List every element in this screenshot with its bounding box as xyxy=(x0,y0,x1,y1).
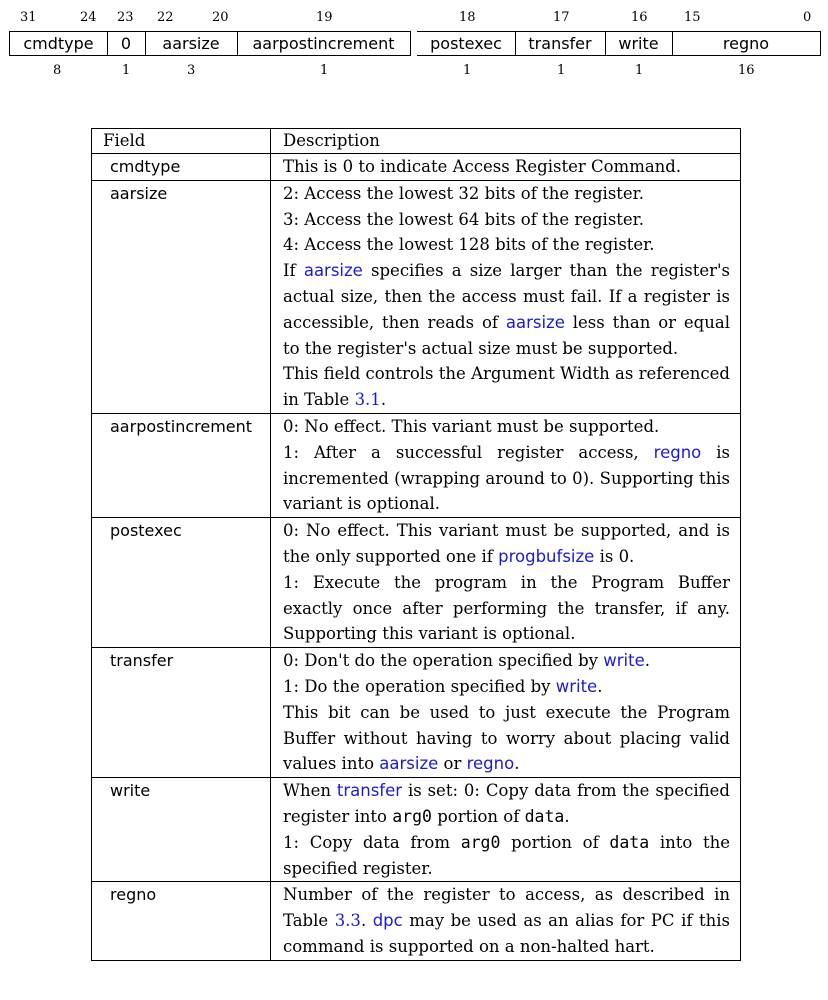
width-zero-label: 1 xyxy=(122,63,131,78)
description-line: 3: Access the lowest 64 bits of the register. xyxy=(283,209,645,229)
text-span: is incremented (wrapping around to 0). Supporting this variant is optional. xyxy=(283,442,731,514)
description-line: 4: Access the lowest 128 bits of the register. xyxy=(283,235,655,255)
description-paragraph xyxy=(283,440,730,517)
regno-link[interactable]: regno xyxy=(653,442,702,462)
description-paragraph xyxy=(283,700,730,777)
text-span: When xyxy=(283,781,337,801)
width-write-label: 1 xyxy=(635,63,644,78)
table-row xyxy=(92,154,741,181)
regno-link[interactable]: regno xyxy=(466,754,515,774)
dpc-link[interactable]: dpc xyxy=(372,911,403,931)
field-aarpostincrement-box: aarpostincrement xyxy=(237,31,411,56)
table-row xyxy=(92,778,741,882)
width-transfer-label: 1 xyxy=(557,63,566,78)
bit-23-label: 23 xyxy=(117,10,134,25)
description-line: 0: No effect. This variant must be supported. xyxy=(283,416,660,436)
bit-19-label: 19 xyxy=(316,10,333,25)
field-regno-box: regno xyxy=(672,31,821,56)
text-span: If xyxy=(283,261,304,281)
code-text: data xyxy=(524,806,565,826)
table-header-row xyxy=(92,129,741,154)
table-reference-link[interactable]: 3.1 xyxy=(354,390,381,410)
text-span: portion of xyxy=(500,832,610,852)
description-paragraph xyxy=(283,882,730,959)
bit-31-label: 31 xyxy=(20,10,37,25)
width-regno-label: 16 xyxy=(738,63,755,78)
field-name-cmdtype: cmdtype xyxy=(92,154,271,181)
write-link[interactable]: write xyxy=(603,651,645,671)
bit-0-label: 0 xyxy=(803,10,812,25)
description-line: This is 0 to indicate Access Register Command. xyxy=(283,157,682,176)
text-span: is 0. xyxy=(594,546,635,566)
text-span: . xyxy=(564,806,570,826)
text-span: 0: Don't do the operation specified by xyxy=(283,651,604,671)
field-transfer-box: transfer xyxy=(515,31,606,56)
width-cmdtype-label: 8 xyxy=(53,63,62,78)
description-line xyxy=(283,674,730,700)
description-line: 2: Access the lowest 32 bits of the register. xyxy=(283,183,645,203)
text-span: . xyxy=(514,754,520,774)
text-span: This bit can be used to just execute the Program Buffer without having to worry about placing valid values into xyxy=(283,702,730,774)
code-text: arg0 xyxy=(460,832,501,852)
description-paragraph xyxy=(283,518,730,570)
text-span: portion of xyxy=(431,806,525,826)
bit-22-label: 22 xyxy=(157,10,174,25)
field-postexec-box: postexec xyxy=(417,31,516,56)
text-span: is set: 0: Copy data from the specified register into xyxy=(283,781,730,826)
bit-16-label: 16 xyxy=(631,10,648,25)
field-name-aarpostincrement: aarpostincrement xyxy=(92,413,271,517)
text-span: into the specified register. xyxy=(283,832,730,878)
text-span: 1: Do the operation specified by xyxy=(283,676,556,696)
description-aarsize xyxy=(271,180,741,413)
table-row xyxy=(92,518,741,648)
field-name-regno: regno xyxy=(92,882,271,960)
field-aarsize-box: aarsize xyxy=(145,31,238,56)
description-paragraph xyxy=(283,258,730,361)
table-reference-link[interactable]: 3.3 xyxy=(334,911,361,931)
bit-15-label: 15 xyxy=(684,10,701,25)
description-paragraph xyxy=(283,830,730,882)
description-line xyxy=(283,648,730,674)
text-span: . xyxy=(380,390,387,410)
write-link[interactable]: write xyxy=(555,676,598,696)
table-row xyxy=(92,180,741,413)
aarsize-link[interactable]: aarsize xyxy=(379,754,439,774)
width-postexec-label: 1 xyxy=(463,63,472,78)
field-cmdtype-box: cmdtype xyxy=(9,31,108,56)
text-span: or xyxy=(438,754,467,774)
text-span: . xyxy=(644,651,650,671)
width-aarpostincrement-label: 1 xyxy=(320,63,329,78)
description-paragraph xyxy=(283,778,730,830)
field-name-transfer: transfer xyxy=(92,648,271,778)
aarsize-link[interactable]: aarsize xyxy=(505,312,565,332)
transfer-link[interactable]: transfer xyxy=(336,781,403,801)
field-zero-box: 0 xyxy=(107,31,146,56)
table-row xyxy=(92,882,741,960)
description-transfer xyxy=(271,648,741,778)
column-header-field: Field xyxy=(92,129,271,154)
field-description-table xyxy=(91,128,741,961)
bit-18-label: 18 xyxy=(459,10,476,25)
description-paragraph xyxy=(283,361,730,413)
field-name-postexec: postexec xyxy=(92,518,271,648)
code-text: data xyxy=(609,832,650,852)
description-regno xyxy=(271,882,741,960)
bit-17-label: 17 xyxy=(553,10,570,25)
width-aarsize-label: 3 xyxy=(187,63,196,78)
text-span: 1: After a successful register access, xyxy=(283,442,654,462)
text-span: 0: No effect. This variant must be supported, and is the only supported one if xyxy=(283,521,730,566)
aarsize-link[interactable]: aarsize xyxy=(303,261,363,281)
field-write-box: write xyxy=(605,31,673,56)
text-span: may be used as an alias for PC if this command is supported on a non-halted hart. xyxy=(283,911,730,956)
code-text: arg0 xyxy=(392,806,432,826)
field-name-write: write xyxy=(92,778,271,882)
bit-20-label: 20 xyxy=(212,10,229,25)
progbufsize-link[interactable]: progbufsize xyxy=(498,546,595,566)
text-span: . xyxy=(597,676,603,696)
text-span: Number of the register to access, as described in Table xyxy=(283,885,730,931)
description-write xyxy=(271,778,741,882)
table-row xyxy=(92,413,741,517)
text-span: . xyxy=(360,911,373,931)
description-postexec xyxy=(271,518,741,648)
text-span: 1: Copy data from xyxy=(283,832,461,852)
text-span: This field controls the Argument Width as referenced in Table xyxy=(283,364,730,410)
description-paragraph: 1: Execute the program in the Program Buffer exactly once after performing the transfer, if any. Supporting this variant is optional. xyxy=(283,572,730,644)
table-row xyxy=(92,648,741,778)
column-header-description: Description xyxy=(271,129,741,154)
description-aarpostincrement xyxy=(271,413,741,517)
field-name-aarsize: aarsize xyxy=(92,180,271,413)
text-span: specifies a size larger than the register's actual size, then the access must fail. If a register is accessible, then reads of xyxy=(283,261,730,332)
description-cmdtype xyxy=(271,154,741,181)
text-span: less than or equal to the register's actual size must be supported. xyxy=(283,312,730,358)
bit-24-label: 24 xyxy=(80,10,97,25)
